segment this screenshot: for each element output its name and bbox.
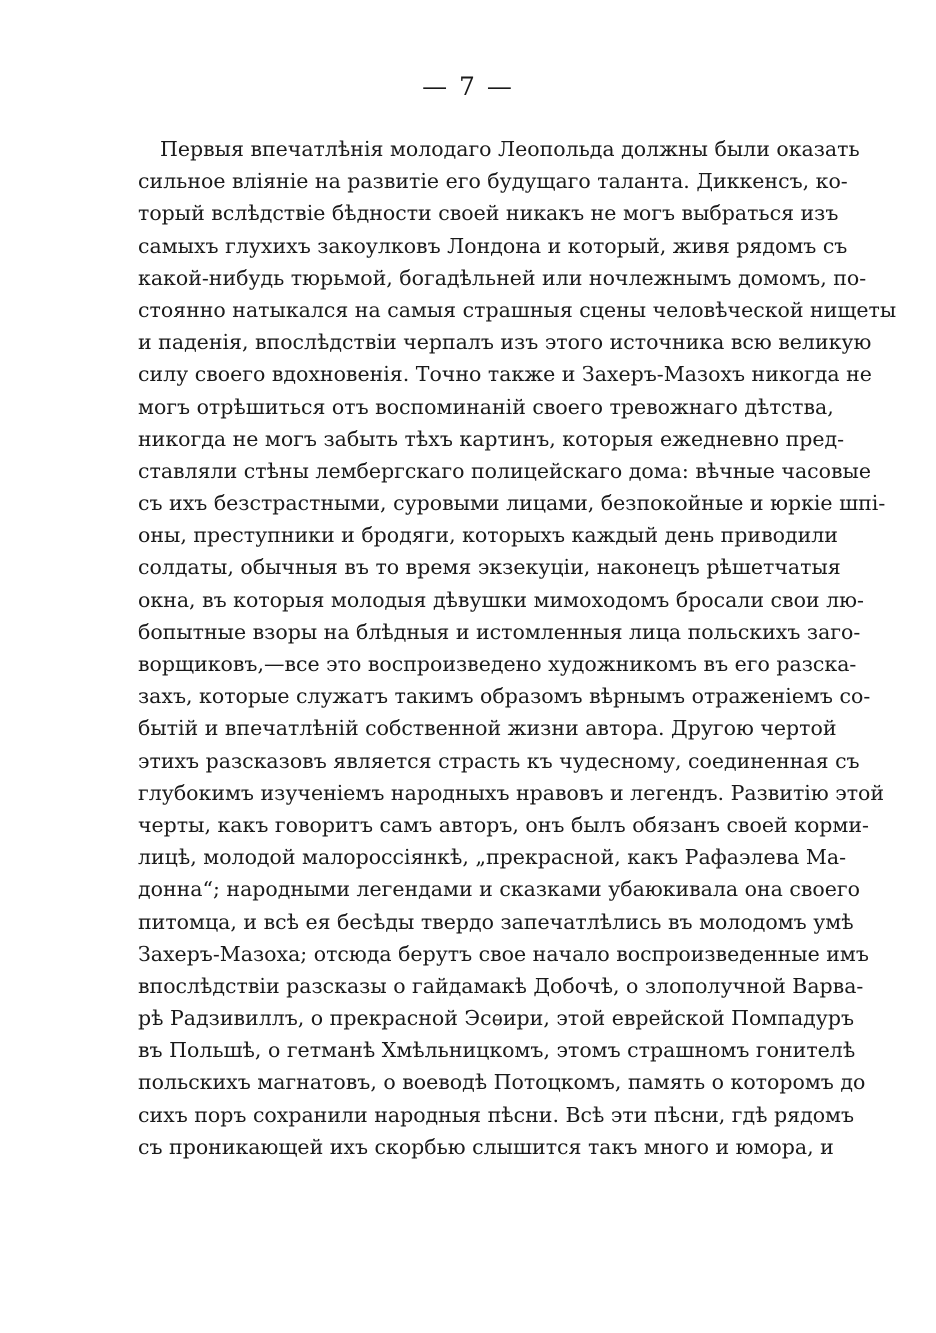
text-line: Захеръ-Мазоха; отсюда берутъ свое начало воспроизведенные имъ [138,941,869,966]
text-line: питомца, и всѣ ея бесѣды твердо запечатлѣлись въ молодомъ умѣ [138,909,854,934]
text-line: съ ихъ безстрастными, суровыми лицами, безпокойные и юркіе шпі- [138,491,886,516]
page-number: — 7 — [422,72,514,101]
text-line: съ проникающей ихъ скорбью слышится такъ много и юмора, и [138,1134,834,1159]
text-line: польскихъ магнатовъ, о воеводѣ Потоцкомъ, память о которомъ до [138,1070,866,1095]
text-line: ворщиковъ,—все это воспроизведено художникомъ въ его разска- [138,652,857,676]
text-line: никогда не могъ забыть тѣхъ картинъ, которыя ежедневно пред- [138,426,845,451]
text-line: захъ, которые служатъ такимъ образомъ вѣрнымъ отраженіемъ со- [138,684,871,709]
text-line: черты, какъ говоритъ самъ авторъ, онъ былъ обязанъ своей корми- [138,812,869,837]
text-line: сихъ поръ сохранили народныя пѣсни. Всѣ эти пѣсни, гдѣ рядомъ [138,1102,855,1127]
text-line: солдаты, обычныя въ то время экзекуціи, наконецъ рѣшетчатыя [138,555,841,580]
text-line: силу своего вдохновенія. Точно также и Захеръ-Мазохъ никогда не [138,362,872,387]
text-line: въ Польшѣ, о гетманѣ Хмѣльницкомъ, этомъ страшномъ гонителѣ [138,1038,856,1063]
text-line: могъ отрѣшиться отъ воспоминаній своего тревожнаго дѣтства, [138,394,834,419]
text-line: какой-нибудь тюрьмой, богадѣльней или ночлежнымъ домомъ, по- [138,265,867,290]
text-line: оны, преступники и бродяги, которыхъ каждый день приводили [138,523,838,548]
text-line: впослѣдствіи разсказы о гайдамакѣ Добочѣ, о злополучной Варва- [138,973,864,998]
text-line: стоянно натыкался на самыя страшныя сцены человѣческой нищеты [138,297,897,322]
text-line: и паденія, впослѣдствіи черпалъ изъ этого источника всю великую [138,330,872,355]
text-line: окна, въ которыя молодыя дѣвушки мимоходомъ бросали свои лю- [138,587,864,612]
text-line: донна“; народными легендами и сказками убаюкивала она своего [138,877,860,902]
text-line: этихъ разсказовъ является страсть къ чудесному, соединенная съ [138,748,860,773]
text-line: торый вслѣдствіе бѣдности своей никакъ не могъ выбраться изъ [138,201,839,226]
text-line: Первыя впечатлѣнія молодаго Леопольда должны были оказать [160,137,860,161]
body-text [138,133,897,1163]
text-line: ставляли стѣны лембергскаго полицейскаго дома: вѣчные часовые [138,458,871,483]
text-line: глубокимъ изученіемъ народныхъ нравовъ и легендъ. Развитію этой [138,780,885,805]
text-line: бытій и впечатлѣній собственной жизни автора. Другою чертой [138,716,837,741]
text-line: лицѣ, молодой малороссіянкѣ, „прекрасной, какъ Рафаэлева Ма- [138,845,847,870]
text-line: рѣ Радзивиллъ, о прекрасной Эсѳири, этой еврейской Помпадуръ [138,1006,855,1031]
text-line: сильное вліяніе на развитіе его будущаго таланта. Диккенсъ, ко- [138,169,848,194]
text-line: самыхъ глухихъ закоулковъ Лондона и который, живя рядомъ съ [138,233,848,258]
text-line: бопытные взоры на блѣдныя и истомленныя лица польскихъ заго- [138,619,861,644]
